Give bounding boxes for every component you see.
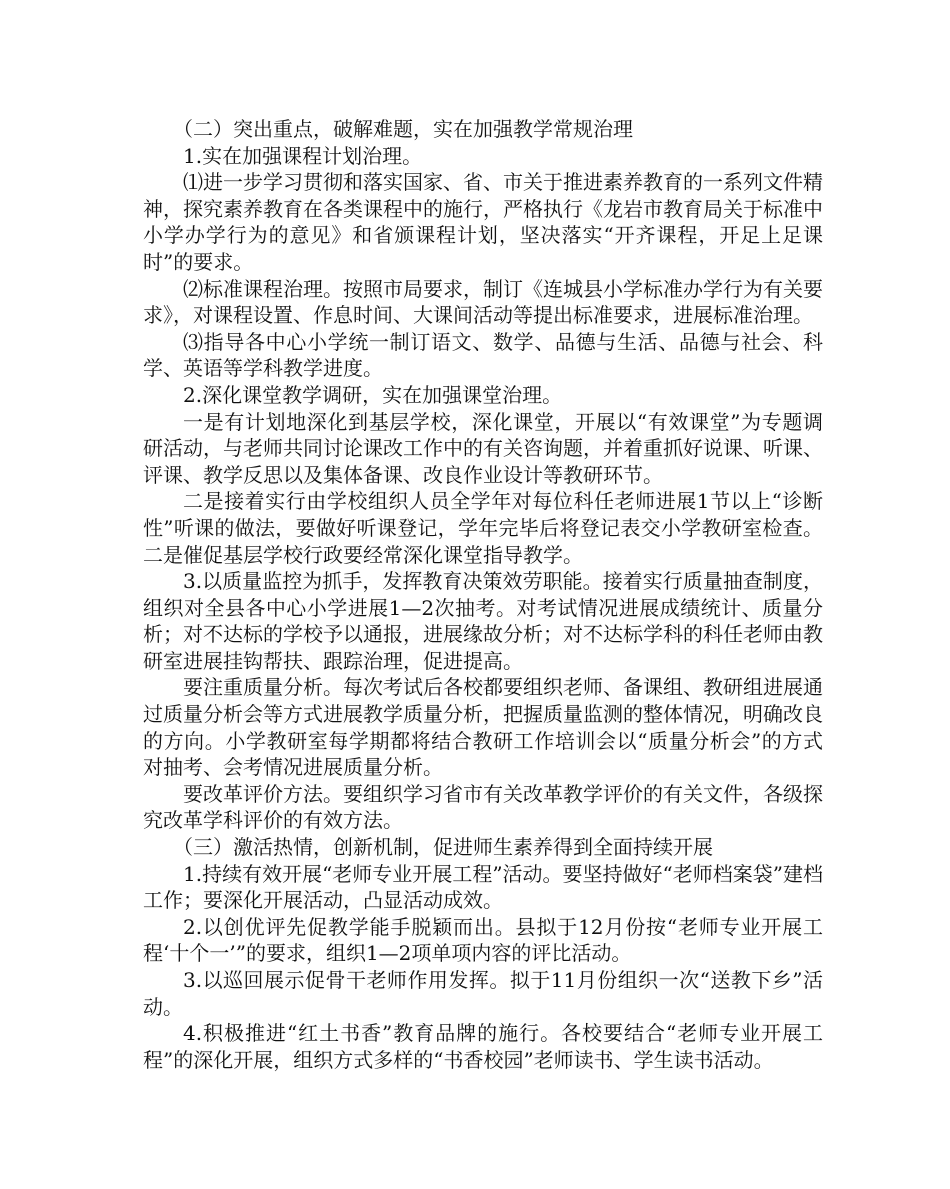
paragraph-13: 2.以创优评先促教学能手脱颖而出。县拟于12月份按“老师专业开展工程‘十个一’”的要求，组织1—2项单项内容的评比活动。 <box>143 914 823 966</box>
paragraph-15: 4.积极推进“红土书香”教育品牌的施行。各校要结合“老师专业开展工程”的深化开展，组织方式多样的“书香校园”老师读书、学生读书活动。 <box>143 1021 823 1072</box>
paragraph-9: 要注重质量分析。每次考试后各校都要组织老师、备课组、教研组进展通过质量分析会等方式进展教学质量分析，把握质量监测的整体情况，明确改良的方向。小学教研室每学期都将结合教研工作培训会以“质量分析会”的方式对抽考、会考情况进展质量分析。 <box>143 675 823 780</box>
paragraph-7: 二是接着实行由学校组织人员全学年对每位科任老师进展1节以上“诊断性”听课的做法，要做好听课登记，学年完毕后将登记表交小学教研室检查。二是催促基层学校行政要经常深化课堂指导教学。 <box>143 489 823 567</box>
paragraph-1: 1.实在加强课程计划治理。 <box>183 143 423 168</box>
paragraph-8: 3.以质量监控为抓手，发挥教育决策效劳职能。接着实行质量抽查制度，组织对全县各中心小学进展1—2次抽考。对考试情况进展成绩统计、质量分析；对不达标的学校予以通报，进展缘故分析；对不达标学科的科任老师由教研室进展挂钩帮扶、跟踪治理，促进提高。 <box>143 569 823 673</box>
paragraph-2: ⑴进一步学习贯彻和落实国家、省、市关于推进素养教育的一系列文件精神，探究素养教育在各类课程中的施行，严格执行《龙岩市教育局关于标准中小学办学行为的意见》和省颁课程计划，坚决落实“开齐课程，开足上足课时”的要求。 <box>143 170 823 274</box>
paragraph-5: 2.深化课堂教学调研，实在加强课堂治理。 <box>183 382 563 407</box>
paragraph-12: 1.持续有效开展“老师专业开展工程”活动。要坚持做好“老师档案袋”建档工作；要深化开展活动，凸显活动成效。 <box>143 861 823 913</box>
document-page <box>143 116 823 1073</box>
paragraph-3: ⑵标准课程治理。按照市局要求，制订《连城县小学标准办学行为有关要求》，对课程设置、作息时间、大课间活动等提出标准要求，进展标准治理。 <box>143 276 823 328</box>
paragraph-4: ⑶指导各中心小学统一制订语文、数学、品德与生活、品德与社会、科学、英语等学科教学进度。 <box>143 329 823 381</box>
paragraph-14: 3.以巡回展示促骨干老师作用发挥。拟于11月份组织一次“送教下乡”活动。 <box>143 968 823 1019</box>
section-heading-2: （二）突出重点，破解难题，实在加强教学常规治理 <box>173 117 633 141</box>
section-heading-3: （三）激活热情，创新机制，促进师生素养得到全面持续开展 <box>173 835 713 860</box>
paragraph-6: 一是有计划地深化到基层学校，深化课堂，开展以“有效课堂”为专题调研活动，与老师共同讨论课改工作中的有关咨询题，并着重抓好说课、听课、评课、教学反思以及集体备课、改良作业设计等教研环节。 <box>143 409 823 487</box>
paragraph-10: 要改革评价方法。要组织学习省市有关改革教学评价的有关文件，各级探究改革学科评价的有效方法。 <box>143 781 823 833</box>
